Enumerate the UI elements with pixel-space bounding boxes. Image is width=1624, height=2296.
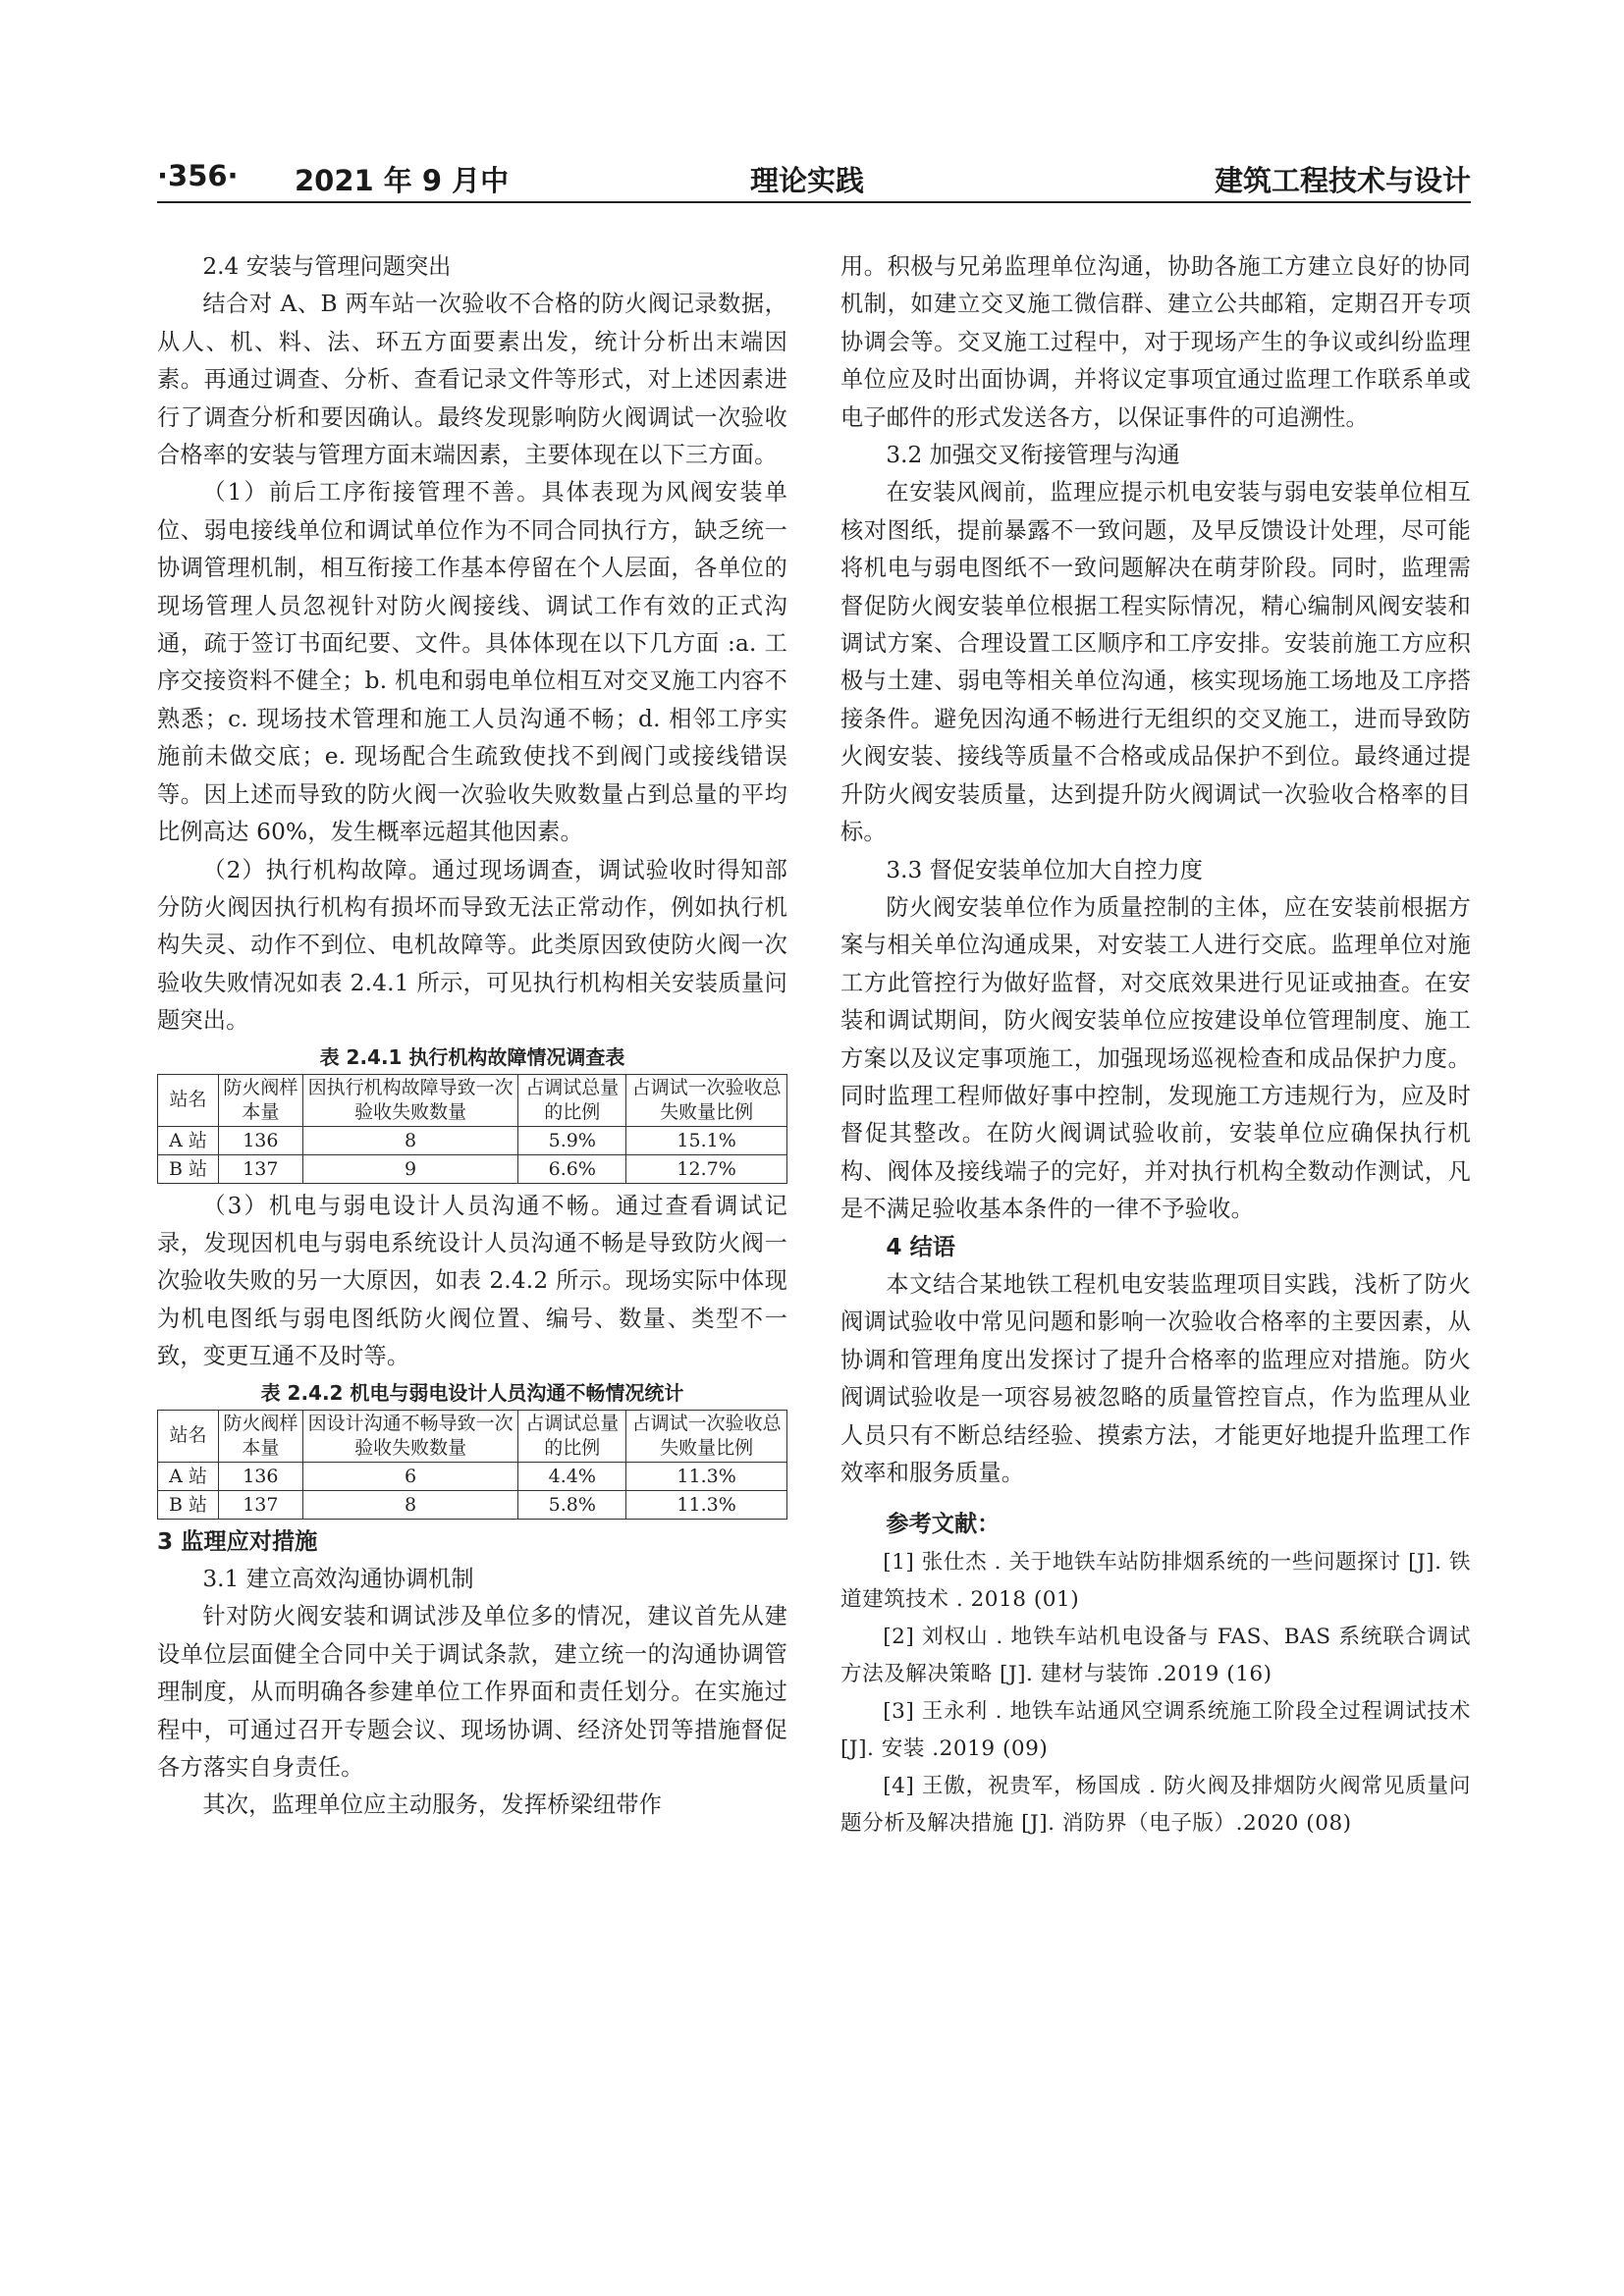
paragraph: 防火阀安装单位作为质量控制的主体，应在安装前根据方案与相关单位沟通成果，对安装工人进行交底。监理单位对施工方此管控行为做好监督，对交底效果进行见证或抽查。在安装和调试期间，防火阀安装单位应按建设单位管理制度、施工方案以及议定事项施工，加强现场巡视检查和成品保护力度。同时监理工程师做好事中控制，发现施工方违规行为，应及时督促其整改。在防火阀调试验收前，安装单位应确保执行机构、阀体及接线端子的完好，并对执行机构全数动作测试，凡是不满足验收基本条件的一律不予验收。 xyxy=(840,893,1471,1223)
table-2-4-2 xyxy=(157,1410,787,1520)
references-heading: 参考文献： xyxy=(886,1511,1001,1538)
paragraph: （3）机电与弱电设计人员沟通不畅。通过查看调试记录，发现因机电与弱电系统设计人员沟通不畅是导致防火阀一次验收失败的另一大原因，如表 2.4.2 所示。现场实际中体现为机电图纸与弱电图纸防火阀位置、编号、数量、类型不一致，变更互通不及时等。 xyxy=(157,1192,787,1370)
table-header-cell: 站名 xyxy=(158,1074,219,1126)
table-cell: 11.3% xyxy=(626,1462,787,1490)
running-header xyxy=(157,155,1471,200)
paragraph: 在安装风阀前，监理应提示机电安装与弱电安装单位相互核对图纸，提前暴露不一致问题，及早反馈设计处理，尽可能将机电与弱电图纸不一致问题解决在萌芽阶段。同时，监理需督促防火阀安装单位根据工程实际情况，精心编制风阀安装和调试方案、合理设置工区顺序和工序安排。安装前施工方应积极与土建、弱电等相关单位沟通，核实现场施工场地及工序搭接条件。避免因沟通不畅进行无组织的交叉施工，进而导致防火阀安装、接线等质量不合格或成品保护不到位。最终通过提升防火阀安装质量，达到提升防火阀调试一次验收合格率的目标。 xyxy=(840,479,1471,846)
reference-item: [2] 刘权山 . 地铁车站机电设备与 FAS、BAS 系统联合调试方法及解决策略 [J]. 建材与装饰 .2019 (16) xyxy=(840,1624,1471,1686)
table-header-cell: 占调试一次验收总失败量比例 xyxy=(626,1074,787,1126)
table-row xyxy=(158,1126,787,1154)
table-header-cell: 防火阀样本量 xyxy=(218,1074,302,1126)
page-number: ·356· xyxy=(157,159,239,192)
reference-item: [3] 王永利 . 地铁车站通风空调系统施工阶段全过程调试技术 [J]. 安装 .2019 (09) xyxy=(840,1698,1471,1761)
table-header-cell: 因执行机构故障导致一次验收失败数量 xyxy=(302,1074,518,1126)
table-cell: A 站 xyxy=(158,1126,219,1154)
table-cell: 136 xyxy=(218,1462,302,1490)
table-cell: 15.1% xyxy=(626,1126,787,1154)
table-header-cell: 站名 xyxy=(158,1410,219,1462)
issue-date: 2021 年 9 月中 xyxy=(295,164,510,197)
table-header-cell: 占调试总量的比例 xyxy=(518,1074,626,1126)
table-row xyxy=(158,1462,787,1490)
heading-3-3: 3.3 督促安装单位加大自控力度 xyxy=(886,856,1203,883)
header-rule xyxy=(157,201,1471,203)
table-header-cell: 占调试总量的比例 xyxy=(518,1410,626,1462)
journal-name: 建筑工程技术与设计 xyxy=(1214,164,1471,197)
table-cell: 6.6% xyxy=(518,1154,626,1183)
section-title: 理论实践 xyxy=(750,164,865,197)
paragraph: 本文结合某地铁工程机电安装监理项目实践，浅析了防火阀调试验收中常见问题和影响一次验收合格率的主要因素，从协调和管理角度出发探讨了提升合格率的监理应对措施。防火阀调试验收是一项容易被忽略的质量管控盲点，作为监理从业人员只有不断总结经验、摸索方法，才能更好地提升监理工作效率和服务质量。 xyxy=(840,1270,1471,1486)
heading-4: 4 结语 xyxy=(886,1233,955,1260)
heading-3-2: 3.2 加强交叉衔接管理与沟通 xyxy=(886,442,1180,469)
table-cell: 5.8% xyxy=(518,1490,626,1519)
table-header-row xyxy=(158,1410,787,1462)
reference-item: [1] 张仕杰 . 关于地铁车站防排烟系统的一些问题探讨 [J]. 铁道建筑技术 . 2018 (01) xyxy=(840,1549,1471,1612)
table-cell: 11.3% xyxy=(626,1490,787,1519)
table-2-4-2-caption: 表 2.4.2 机电与弱电设计人员沟通不畅情况统计 xyxy=(260,1380,684,1405)
table-cell: 8 xyxy=(302,1126,518,1154)
table-row xyxy=(158,1154,787,1183)
table-row xyxy=(158,1490,787,1519)
paragraph: 其次，监理单位应主动服务，发挥桥梁纽带作 xyxy=(202,1791,663,1819)
table-cell: 9 xyxy=(302,1154,518,1183)
heading-3-1: 3.1 建立高效沟通协调机制 xyxy=(202,1565,474,1592)
reference-item: [4] 王傲，祝贵军，杨国成 . 防火阀及排烟防火阀常见质量问题分析及解决措施 [J]. 消防界（电子版）.2020 (08) xyxy=(840,1773,1471,1836)
table-cell: 137 xyxy=(218,1154,302,1183)
paragraph: （1）前后工序衔接管理不善。具体表现为风阀安装单位、弱电接线单位和调试单位作为不同合同执行方，缺乏统一协调管理机制，相互衔接工作基本停留在个人层面，各单位的现场管理人员忽视针对防火阀接线、调试工作有效的正式沟通，疏于签订书面纪要、文件。具体体现在以下几方面 :a. 工序交接资料不健全；b. 机电和弱电单位相互对交叉施工内容不熟悉；c. 现场技术管理和施工人员沟通不畅；d. 相邻工序实施前未做交底；e. 现场配合生疏致使找不到阀门或接线错误等。因上述而导致的防火阀一次验收失败数量占到总量的平均比例高达 60%，发生概率远超其他因素。 xyxy=(157,479,787,846)
paragraph: 针对防火阀安装和调试涉及单位多的情况，建议首先从建设单位层面健全合同中关于调试条款，建立统一的沟通协调管理制度，从而明确各参建单位工作界面和责任划分。在实施过程中，可通过召开专题会议、现场协调、经济处罚等措施督促各方落实自身责任。 xyxy=(157,1603,787,1781)
paragraph: 用。积极与兄弟监理单位沟通，协助各施工方建立良好的协同机制，如建立交叉施工微信群、建立公共邮箱，定期召开专项协调会等。交叉施工过程中，对于现场产生的争议或纠纷监理单位应及时出面协调，并将议定事项宜通过监理工作联系单或电子邮件的形式发送各方，以保证事件的可追溯性。 xyxy=(840,253,1471,431)
table-cell: B 站 xyxy=(158,1490,219,1519)
right-column xyxy=(840,248,1471,1842)
table-cell: 12.7% xyxy=(626,1154,787,1183)
table-cell: B 站 xyxy=(158,1154,219,1183)
paragraph: 结合对 A、B 两车站一次验收不合格的防火阀记录数据，从人、机、料、法、环五方面要素出发，统计分析出末端因素。再通过调查、分析、查看记录文件等形式，对上述因素进行了调查分析和要因确认。最终发现影响防火阀调试一次验收合格率的安装与管理方面末端因素，主要体现在以下三方面。 xyxy=(157,291,787,469)
table-header-row xyxy=(158,1074,787,1126)
table-cell: A 站 xyxy=(158,1462,219,1490)
heading-2-4: 2.4 安装与管理问题突出 xyxy=(202,253,452,280)
table-cell: 8 xyxy=(302,1490,518,1519)
table-cell: 4.4% xyxy=(518,1462,626,1490)
table-cell: 137 xyxy=(218,1490,302,1519)
table-header-cell: 防火阀样本量 xyxy=(218,1410,302,1462)
table-cell: 6 xyxy=(302,1462,518,1490)
table-cell: 5.9% xyxy=(518,1126,626,1154)
paragraph: （2）执行机构故障。通过现场调查，调试验收时得知部分防火阀因执行机构有损坏而导致无法正常动作，例如执行机构失灵、动作不到位、电机故障等。此类原因致使防火阀一次验收失败情况如表 2.4.1 所示，可见执行机构相关安装质量问题突出。 xyxy=(157,856,787,1035)
table-2-4-1-caption: 表 2.4.1 执行机构故障情况调查表 xyxy=(319,1044,625,1069)
table-header-cell: 占调试一次验收总失败量比例 xyxy=(626,1410,787,1462)
table-2-4-1 xyxy=(157,1074,787,1184)
table-cell: 136 xyxy=(218,1126,302,1154)
heading-3: 3 监理应对措施 xyxy=(157,1527,318,1555)
left-column xyxy=(157,248,787,1825)
table-header-cell: 因设计沟通不畅导致一次验收失败数量 xyxy=(302,1410,518,1462)
